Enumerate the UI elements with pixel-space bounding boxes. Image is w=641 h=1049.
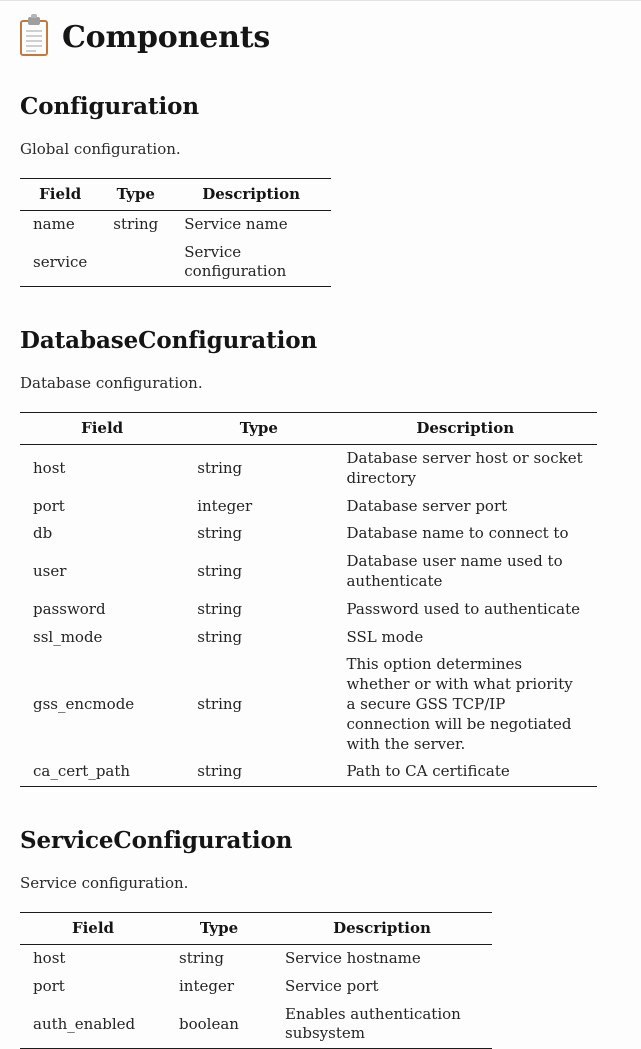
section-description-service-configuration: Service configuration. bbox=[20, 873, 189, 892]
section-heading-database-configuration: DatabaseConfiguration bbox=[20, 327, 318, 355]
table-row bbox=[20, 596, 597, 624]
clipboard-lines bbox=[26, 30, 42, 52]
table-header-row bbox=[20, 178, 331, 210]
section-database-configuration bbox=[20, 287, 621, 787]
cell-description: Service name bbox=[184, 214, 288, 233]
cell-field: user bbox=[33, 562, 67, 581]
section-description-database-configuration: Database configuration. bbox=[20, 373, 203, 392]
cell-type: string bbox=[197, 762, 243, 781]
clipboard-icon bbox=[20, 20, 48, 56]
table-row bbox=[20, 758, 597, 786]
cell-field: name bbox=[33, 214, 75, 233]
table-row bbox=[20, 624, 597, 652]
fields-table-configuration bbox=[20, 178, 331, 287]
table-row bbox=[20, 520, 597, 548]
cell-type: string bbox=[197, 458, 243, 477]
cell-type: boolean bbox=[179, 1014, 239, 1033]
section-configuration bbox=[20, 56, 621, 287]
column-header-field: Field bbox=[20, 413, 184, 445]
cell-field: host bbox=[33, 949, 66, 968]
page-title bbox=[20, 1, 621, 56]
table-row bbox=[20, 973, 492, 1001]
table-body bbox=[20, 945, 492, 1049]
cell-field: ca_cert_path bbox=[33, 762, 131, 781]
table-row bbox=[20, 239, 331, 287]
table-row bbox=[20, 1001, 492, 1049]
cell-description: Service port bbox=[285, 976, 379, 995]
cell-description: Database name to connect to bbox=[346, 524, 569, 543]
cell-type: string bbox=[197, 695, 243, 714]
table-header-row bbox=[20, 913, 492, 945]
table-header bbox=[20, 178, 331, 210]
table-body bbox=[20, 445, 597, 787]
cell-type: integer bbox=[197, 496, 253, 515]
section-description-configuration: Global configuration. bbox=[20, 139, 181, 158]
cell-description: Database server host or socket directory bbox=[346, 449, 583, 487]
document-content bbox=[0, 1, 641, 1049]
column-header-type: Type bbox=[100, 178, 171, 210]
cell-field: ssl_mode bbox=[33, 627, 103, 646]
cell-type: string bbox=[179, 949, 224, 968]
table-row bbox=[20, 210, 331, 238]
cell-field: db bbox=[33, 524, 53, 543]
cell-type: string bbox=[113, 214, 159, 233]
cell-field: gss_encmode bbox=[33, 695, 135, 714]
table-header bbox=[20, 913, 492, 945]
section-heading-service-configuration: ServiceConfiguration bbox=[20, 827, 293, 855]
cell-description: SSL mode bbox=[346, 627, 424, 646]
table-header-row bbox=[20, 413, 597, 445]
cell-description: Enables authentication subsystem bbox=[285, 1004, 461, 1043]
table-row bbox=[20, 945, 492, 973]
column-header-description: Description bbox=[333, 413, 597, 445]
column-header-field: Field bbox=[20, 913, 166, 945]
cell-type bbox=[100, 239, 171, 287]
cell-description: Password used to authenticate bbox=[346, 599, 580, 618]
cell-type: string bbox=[197, 599, 243, 618]
table-body bbox=[20, 210, 331, 286]
column-header-type: Type bbox=[184, 413, 333, 445]
cell-field: port bbox=[33, 496, 65, 515]
clipboard-clip bbox=[28, 17, 40, 25]
table-row bbox=[20, 548, 597, 596]
section-heading-configuration: Configuration bbox=[20, 93, 199, 120]
cell-type: string bbox=[197, 524, 243, 543]
cell-description: Path to CA certificate bbox=[346, 762, 510, 781]
cell-description: This option determines whether or with what priority a secure GSS TCP/IP connection will be negotiated with the server. bbox=[346, 655, 573, 753]
cell-field: port bbox=[33, 976, 65, 995]
cell-description: Service configuration bbox=[184, 242, 287, 281]
cell-type: string bbox=[197, 562, 243, 581]
column-header-type: Type bbox=[166, 913, 272, 945]
column-header-description: Description bbox=[272, 913, 492, 945]
cell-description: Database server port bbox=[346, 496, 508, 515]
cell-field: password bbox=[33, 599, 106, 618]
cell-description: Service hostname bbox=[285, 949, 421, 968]
table-row bbox=[20, 493, 597, 521]
cell-field: service bbox=[33, 252, 88, 271]
cell-description: Database user name used to authenticate bbox=[346, 552, 563, 591]
table-row bbox=[20, 651, 597, 758]
cell-type: string bbox=[197, 627, 243, 646]
cell-field: host bbox=[33, 458, 66, 477]
cell-field: auth_enabled bbox=[33, 1014, 136, 1033]
fields-table-service-configuration bbox=[20, 912, 492, 1049]
column-header-description: Description bbox=[171, 178, 331, 210]
section-service-configuration bbox=[20, 787, 621, 1049]
table-row bbox=[20, 445, 597, 493]
page-title-text: Components bbox=[62, 19, 271, 55]
fields-table-database-configuration bbox=[20, 412, 597, 787]
cell-type: integer bbox=[179, 976, 235, 995]
table-header bbox=[20, 413, 597, 445]
column-header-field: Field bbox=[20, 178, 100, 210]
